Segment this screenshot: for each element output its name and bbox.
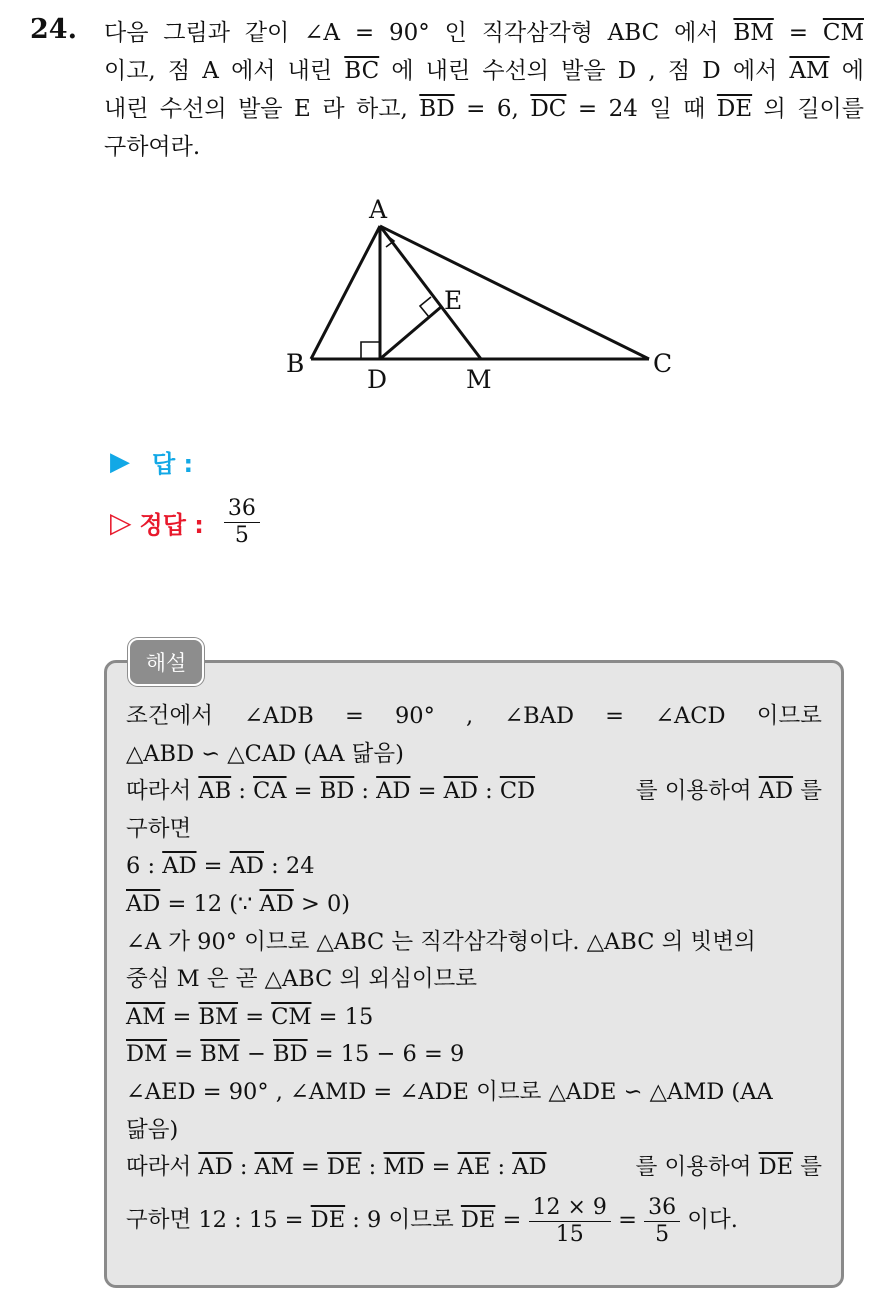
solution-line-9: $\overline{AM} = \overline{BM} = \overline{CM} = 15$ <box>126 1003 374 1030</box>
play-arrow-icon: ▶ <box>110 446 130 477</box>
solution-body <box>126 698 822 1248</box>
solution-line-6: $\overline{AD} = 12$ (∵ $\overline{AD} > 0$) <box>126 890 351 917</box>
solution-tab: 해설 <box>128 638 204 686</box>
solution-line-10: $\overline{DM} = \overline{BM} - \overline{BD} = 15 - 6 = 9$ <box>126 1041 465 1068</box>
side-ac <box>380 226 649 359</box>
segment: $\overline{AD}$ <box>758 778 794 805</box>
question-line-2: 이고, 점 A 에서 내린 $\overline{BC}$ 에 내린 수선의 발을 D , 점 D 에서 $\overline{AM}$ 에 <box>104 58 864 84</box>
solution-line-14: 구하면 12 : 15 = $\overline{DE}$ : 9 이므로 $\overline{DE}$ = $\frac{12 \times 9}{15}$ = $\frac{36}{5}$ 이다. <box>126 1194 738 1247</box>
solution-line-1 <box>126 698 822 736</box>
median-am <box>380 226 481 359</box>
right-angle-d <box>361 342 380 359</box>
word: 조건에서 <box>126 703 213 729</box>
word: 90° <box>394 703 435 729</box>
word: ∠ADB <box>244 703 314 729</box>
solution-line-8: 중심 M 은 곧 △ABC 의 외심이므로 <box>126 966 478 993</box>
label-m: M <box>466 365 492 394</box>
solution-line-11: ∠AED = 90° , ∠AMD = ∠ADE 이므로 △ADE ∽ △AMD (AA <box>126 1078 773 1105</box>
fraction-numerator: 36 <box>224 496 260 523</box>
word: = <box>344 703 364 729</box>
solution-line-7: ∠A 가 90° 이므로 △ABC 는 직각삼각형이다. △ABC 의 빗변의 <box>126 928 756 955</box>
word: ∠BAD <box>504 703 575 729</box>
solution-line-12: 닮음) <box>126 1116 179 1143</box>
segment-de <box>380 307 441 359</box>
ratio-expression: $\overline{AB}$ : $\overline{CA} = \overline{BD}$ : $\overline{AD} = \overline{AD}$ : $\overline{CD}$ <box>198 778 536 805</box>
solution-line-13: 따라서 $\overline{AD}$ : $\overline{AM} = \overline{DE}$ : $\overline{MD} = \overline{AE}$ : $\overline{AD}$ 를 이용하여 $\overline{DE}$ 를 <box>126 1154 822 1181</box>
side-ab <box>311 226 380 359</box>
label-c: C <box>653 349 673 378</box>
answer-label: 답 : <box>152 450 194 478</box>
label-b: B <box>286 349 305 378</box>
word: ∠ACD <box>655 703 726 729</box>
correct-answer-row <box>110 496 260 549</box>
solution-line-2: △ABD ∽ △CAD (AA 닮음) <box>126 740 404 767</box>
correct-answer-label: 정답 : <box>139 511 204 539</box>
question-number: 24. <box>30 14 77 45</box>
text: 를 <box>800 778 822 805</box>
question-text <box>104 14 864 166</box>
label-a: A <box>369 195 388 224</box>
right-angle-e <box>420 297 431 317</box>
text: 따라서 <box>126 778 192 805</box>
solution-line-3 <box>126 773 822 811</box>
outline-arrow-icon: ▷ <box>110 506 132 539</box>
question-line-4: 구하여라. <box>104 134 201 160</box>
fraction-denominator: 5 <box>234 523 249 548</box>
solution-line-4: 구하면 <box>126 815 192 842</box>
label-e: E <box>444 286 463 315</box>
word: 이므로 <box>756 703 822 729</box>
question-line-1: 다음 그림과 같이 ∠A = 90° 인 직각삼각형 ABC 에서 $\overline{BM} = \overline{CM}$ <box>104 20 864 46</box>
label-d: D <box>367 365 388 394</box>
word: , <box>466 703 474 729</box>
solution-line-5: 6 : $\overline{AD} = \overline{AD}$ : 24 <box>126 853 315 880</box>
question-line-3: 내린 수선의 발을 E 라 하고, $\overline{BD} = 6$, $\overline{DC} = 24$ 일 때 $\overline{DE}$ 의 길이를 <box>104 96 864 122</box>
correct-answer-value <box>224 496 260 549</box>
fraction-36-over-5: $\frac{36}{5}$ <box>644 1195 680 1248</box>
word: = <box>605 703 625 729</box>
triangle-diagram <box>280 192 700 402</box>
answer-row <box>110 444 193 479</box>
text: 를 이용하여 <box>635 778 752 805</box>
fraction-12x9-over-15: $\frac{12 \times 9}{15}$ <box>529 1195 611 1248</box>
